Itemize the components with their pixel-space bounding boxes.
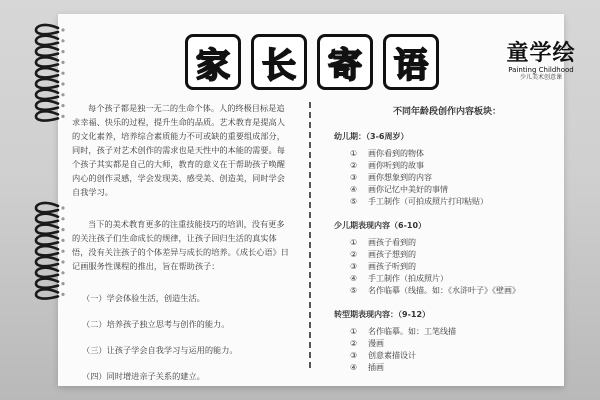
spiral-coil <box>36 257 58 266</box>
section-items <box>350 326 560 374</box>
spiral-coil <box>36 25 58 34</box>
spiral-coil <box>36 90 58 99</box>
spiral-coil <box>36 279 58 288</box>
list-item: ③ 画孩子听到的 <box>350 262 416 271</box>
intro-paragraph: 每个孩子都是独一无二的生命个体。人的终极目标是追求幸福、快乐的过程，提升生命的品质。艺术教育是提高人的文化素养，培养综合素质能力不可或缺的重要组成部分，同时，孩子对艺术创作的需求也是天性中的本能的需要。每个孩子其实都是自己的大师，教育的意义在于帮助孩子唤醒内心的创作灵感，学会发现美、感受美、创造美，同时学会自我学习。 <box>72 103 285 197</box>
list-item: ① 名作临摹。如：工笔线描 <box>350 327 456 336</box>
spiral-coil <box>36 36 58 45</box>
dashed-divider <box>309 102 311 368</box>
list-item: ④ 手工制作（拍成照片） <box>350 274 448 283</box>
list-item: ① 画你看到的物体 <box>350 149 424 158</box>
spiral-coil <box>36 57 58 66</box>
list-item: ④ 插画 <box>350 363 384 372</box>
spiral-coil <box>36 214 58 223</box>
spiral-coil <box>36 111 58 120</box>
list-item: ② 漫画 <box>350 339 384 348</box>
spiral-coil <box>36 68 58 77</box>
section-items <box>350 148 560 208</box>
list-item: ② 画你听到的故事 <box>350 161 424 170</box>
goal-item: （三）让孩子学会自我学习与运用的能力。 <box>82 345 238 355</box>
left-column <box>72 101 292 395</box>
spiral-coil <box>36 79 58 88</box>
brand-name: 童学绘 <box>506 41 576 66</box>
spiral-coil <box>36 225 58 234</box>
list-item: ⑤ 名作临摹（线描。如：《水浒叶子》《壁画》 <box>350 286 520 295</box>
section-items <box>350 237 560 297</box>
brand-logo <box>502 42 580 81</box>
list-item: ③ 画你想象到的内容 <box>350 173 432 182</box>
spiral-coil <box>36 268 58 277</box>
right-column <box>334 104 560 386</box>
intro-paragraph: 当下的美术教育更多的注重技能技巧的培训，没有更多的关注孩子们生命成长的规律，让孩子回归生活的真实体悟，没有关注孩子的个体差异与成长的培养。《成长心语》日记画服务性课程的推出，旨在帮助孩子： <box>72 219 289 271</box>
title-char: 家 <box>185 34 241 90</box>
brand-subtitle: 少儿美术创意课 <box>519 74 562 81</box>
brand-english: Painting Childhood <box>508 66 574 74</box>
title-char: 语 <box>383 34 439 90</box>
list-item: ① 画孩子看到的 <box>350 238 416 247</box>
spiral-coil <box>36 101 58 110</box>
list-item: ⑤ 手工制作（可拍成照片打印粘贴） <box>350 197 488 206</box>
spiral-coil <box>36 246 58 255</box>
goal-item: （一）学会体验生活，创造生活。 <box>82 293 205 303</box>
spiral-coil <box>36 203 58 212</box>
goal-item: （二）培养孩子独立思考与创作的能力。 <box>82 319 230 329</box>
list-item: ② 画孩子想到的 <box>350 250 416 259</box>
goal-item: （四）同时增进亲子关系的建立。 <box>82 371 205 381</box>
title-char: 寄 <box>317 34 373 90</box>
list-item: ③ 创意素描设计 <box>350 351 416 360</box>
list-item: ④ 画你记忆中美好的事情 <box>350 185 448 194</box>
spiral-coil <box>36 289 58 298</box>
spiral-coil <box>36 47 58 56</box>
spiral-coil <box>36 235 58 244</box>
section-title: 转型期表现内容：（9-12） <box>334 310 431 319</box>
section-title: 幼儿期：（3-6周岁） <box>334 132 409 141</box>
title-char: 长 <box>251 34 307 90</box>
page-title <box>185 34 439 90</box>
content-blocks-title: 不同年龄段创作内容板块： <box>392 107 501 117</box>
section-title: 少儿期表现内容（6-10） <box>334 221 427 230</box>
